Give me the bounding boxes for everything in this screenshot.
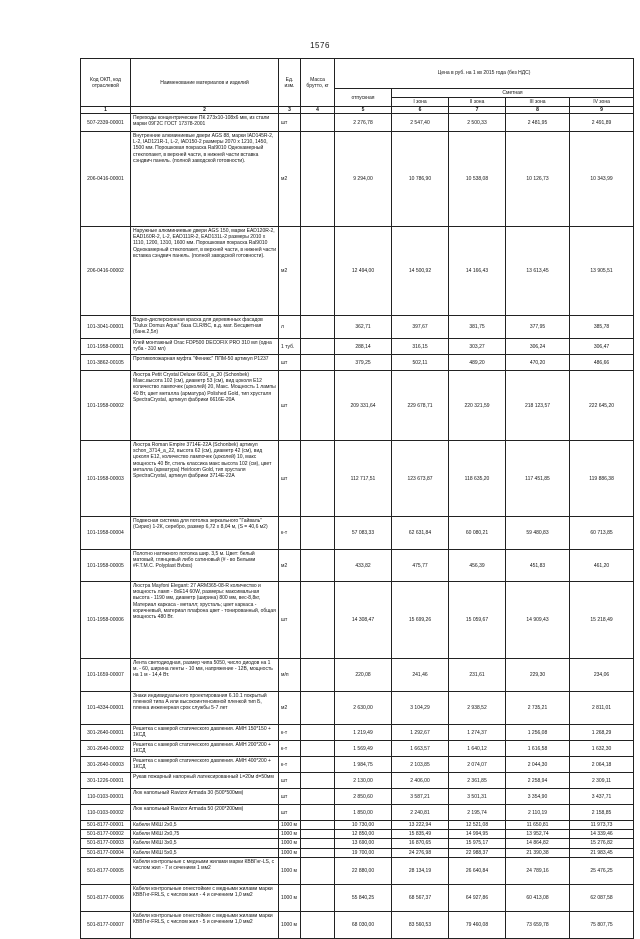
cell-unit: к-т — [279, 757, 301, 773]
cell-code: 501-8177-00004 — [81, 848, 131, 857]
cell-zone-3-price: 1 256,08 — [506, 725, 570, 741]
cell-unit: к-т — [279, 517, 301, 550]
cell-code: 206-0416-00001 — [81, 132, 131, 227]
cell-unit: шт — [279, 371, 301, 441]
cell-zone-1-price: 475,77 — [392, 550, 449, 582]
cell-release-price: 112 717,51 — [335, 441, 392, 517]
cell-zone-1-price: 2 103,85 — [392, 757, 449, 773]
cell-name: Полотно натяжного потолка шир. 3,5 м. Цвет: белый матовый, глянцевый либо сатиновый (# - во Белыми #F.T.M.C. Polyplast Bvbxs) — [131, 550, 279, 582]
cell-zone-3-price: 2 481,95 — [506, 114, 570, 132]
cell-mass — [301, 371, 335, 441]
cell-zone-2-price: 489,20 — [449, 355, 506, 371]
table-row — [81, 857, 634, 884]
cell-release-price: 220,08 — [335, 659, 392, 692]
cell-mass — [301, 725, 335, 741]
cell-zone-2-price: 64 927,86 — [449, 884, 506, 911]
table-row — [81, 821, 634, 830]
cell-zone-2-price: 1 640,12 — [449, 741, 506, 757]
cell-mass — [301, 692, 335, 725]
cell-mass — [301, 839, 335, 848]
table-row — [81, 371, 634, 441]
cell-zone-4-price: 25 476,25 — [570, 857, 634, 884]
cell-zone-3-price: 13 613,45 — [506, 227, 570, 316]
cell-zone-4-price: 234,06 — [570, 659, 634, 692]
cell-zone-4-price: 15 276,82 — [570, 839, 634, 848]
cell-zone-3-price: 451,83 — [506, 550, 570, 582]
cell-mass — [301, 830, 335, 839]
cell-zone-2-price: 2 074,07 — [449, 757, 506, 773]
cell-zone-2-price: 14 166,43 — [449, 227, 506, 316]
cell-zone-3-price: 24 789,16 — [506, 857, 570, 884]
cell-unit: шт — [279, 789, 301, 805]
cell-code: 101-1958-00003 — [81, 441, 131, 517]
cell-zone-1-price: 62 631,84 — [392, 517, 449, 550]
cell-name: Люстра Roman Empire 3714E-22A (Schonbek) артикул schon_3714_a_22, высота 62 (см), диаметр 42 (см), вид цоколя E12, количество лампочек (цоколей) 10, макс мощность 40 Вт, стиль классика макс высота 102 (см), цвет металла (арматура) Heirloom Gold, тип хрусталя SpectraCrystal, артикул фабрики 3714E-22A — [131, 441, 279, 517]
cell-zone-3-price: 470,20 — [506, 355, 570, 371]
cell-release-price: 1 984,75 — [335, 757, 392, 773]
cell-mass — [301, 582, 335, 659]
cell-zone-3-price: 73 659,78 — [506, 911, 570, 938]
cell-code: 110-0103-00002 — [81, 805, 131, 821]
table-row — [81, 911, 634, 938]
cell-mass — [301, 355, 335, 371]
cell-zone-4-price: 2 491,89 — [570, 114, 634, 132]
table-row — [81, 550, 634, 582]
cell-release-price: 2 630,00 — [335, 692, 392, 725]
cell-name: Лента светодиодная, размер чипа 5050, число диодов на 1 м. - 60, ширина ленты - 10 мм, напряжение - 12В, мощность на 1 м - 14,4 Вт. — [131, 659, 279, 692]
table-row — [81, 741, 634, 757]
cell-zone-1-price: 1 292,67 — [392, 725, 449, 741]
cell-release-price: 288,14 — [335, 339, 392, 355]
cell-name: Кабели контрольные огнестойкие с медными жилами марки КВВГнг-FRLS, с числом жил - 4 и сечением 1,0 мм2 — [131, 884, 279, 911]
cell-zone-2-price: 220 321,59 — [449, 371, 506, 441]
table-row — [81, 659, 634, 692]
column-number: 1 — [81, 107, 131, 114]
cell-name: Внутренние алюминиевые двери AGS 88, марки IAD145R-2, L-2, IAD121R-1, L-2, IAD150-2 размеры 2070 х 1210, 1450, 1500 мм. Порошковая покраска Ral9010 Однокамерный стеклопакет, в верхней части, в нижней части вставка сэндвич панель. (полной заводской готовности). — [131, 132, 279, 227]
cell-mass — [301, 805, 335, 821]
cell-zone-2-price: 12 521,08 — [449, 821, 506, 830]
cell-name: Люк напольный Ravizor Armada 50 (200*200мм) — [131, 805, 279, 821]
cell-unit: 1000 м — [279, 857, 301, 884]
cell-zone-1-price: 24 276,98 — [392, 848, 449, 857]
cell-mass — [301, 911, 335, 938]
cell-release-price: 68 030,00 — [335, 911, 392, 938]
table-row — [81, 316, 634, 339]
cell-unit: м2 — [279, 227, 301, 316]
column-number: 9 — [570, 107, 634, 114]
cell-release-price: 379,25 — [335, 355, 392, 371]
cell-unit: м/п — [279, 659, 301, 692]
cell-zone-3-price: 21 390,38 — [506, 848, 570, 857]
cell-code: 301-2640-00001 — [81, 725, 131, 741]
table-row — [81, 132, 634, 227]
cell-release-price: 2 850,60 — [335, 789, 392, 805]
cell-zone-4-price: 11 973,73 — [570, 821, 634, 830]
cell-zone-3-price: 1 616,58 — [506, 741, 570, 757]
cell-name: Кабели МКШ 5х0,5 — [131, 848, 279, 857]
cell-zone-3-price: 14 864,82 — [506, 839, 570, 848]
cell-zone-4-price: 2 811,01 — [570, 692, 634, 725]
table-row — [81, 805, 634, 821]
cell-zone-2-price: 10 538,08 — [449, 132, 506, 227]
cell-code: 507-2339-00001 — [81, 114, 131, 132]
cell-zone-2-price: 79 460,08 — [449, 911, 506, 938]
cell-release-price: 2 276,78 — [335, 114, 392, 132]
cell-unit: 1000 м — [279, 884, 301, 911]
table-row — [81, 582, 634, 659]
cell-zone-1-price: 83 560,53 — [392, 911, 449, 938]
cell-zone-1-price: 502,11 — [392, 355, 449, 371]
cell-zone-3-price: 60 413,08 — [506, 884, 570, 911]
cell-zone-2-price: 26 640,84 — [449, 857, 506, 884]
cell-zone-4-price: 385,78 — [570, 316, 634, 339]
header-zone-1: I зона — [392, 98, 449, 107]
cell-code: 101-1659-00007 — [81, 659, 131, 692]
cell-release-price: 2 130,00 — [335, 773, 392, 789]
cell-zone-1-price: 15 835,49 — [392, 830, 449, 839]
cell-unit: м2 — [279, 550, 301, 582]
cell-zone-2-price: 2 361,85 — [449, 773, 506, 789]
cell-zone-4-price: 2 158,85 — [570, 805, 634, 821]
cell-zone-1-price: 28 134,19 — [392, 857, 449, 884]
page-number: 1576 — [310, 41, 330, 50]
cell-mass — [301, 821, 335, 830]
cell-mass — [301, 741, 335, 757]
cell-name: Решетка с камерой статического давления. АМН 150*150 + 1КСД — [131, 725, 279, 741]
cell-zone-2-price: 118 635,20 — [449, 441, 506, 517]
cell-name: Рукав пожарный напорный латексированный L=20м d=50мм — [131, 773, 279, 789]
cell-code: 501-8177-00005 — [81, 857, 131, 884]
cell-zone-1-price: 1 663,57 — [392, 741, 449, 757]
cell-release-price: 1 219,49 — [335, 725, 392, 741]
cell-mass — [301, 227, 335, 316]
cell-mass — [301, 132, 335, 227]
cell-zone-4-price: 10 343,99 — [570, 132, 634, 227]
cell-code: 501-8177-00002 — [81, 830, 131, 839]
cell-unit: к-т — [279, 725, 301, 741]
table-row — [81, 789, 634, 805]
cell-unit: 1 туб. — [279, 339, 301, 355]
cell-zone-2-price: 456,39 — [449, 550, 506, 582]
cell-code: 101-1958-00006 — [81, 582, 131, 659]
cell-release-price: 14 308,47 — [335, 582, 392, 659]
header-price-group: Цена в руб. на 1 кв 2015 года (без НДС) — [335, 59, 634, 89]
cell-unit: шт — [279, 355, 301, 371]
cell-zone-4-price: 3 437,71 — [570, 789, 634, 805]
cell-zone-2-price: 303,27 — [449, 339, 506, 355]
column-number: 6 — [392, 107, 449, 114]
table-row — [81, 830, 634, 839]
cell-unit: л — [279, 316, 301, 339]
cell-release-price: 9 294,00 — [335, 132, 392, 227]
cell-release-price: 362,71 — [335, 316, 392, 339]
cell-code: 501-8177-00001 — [81, 821, 131, 830]
cell-name: Люстра Petit Crystal Deluxe 6616_а_20 (Schonbek) Макс.высота 102 (см), диаметр 53 (см), вид цоколя E12 количество лампочек (цоколей) 20, Макс. Мощность 1 лампы 40 Вт, цвет металла (арматура) Polished Gold, тип хрусталя SpectraCrystal, артикул фабрики 6616E-20A — [131, 371, 279, 441]
cell-unit: 1000 м — [279, 839, 301, 848]
cell-zone-3-price: 229,30 — [506, 659, 570, 692]
cell-zone-4-price: 13 905,51 — [570, 227, 634, 316]
cell-zone-3-price: 2 044,30 — [506, 757, 570, 773]
cell-release-price: 13 690,00 — [335, 839, 392, 848]
cell-zone-3-price: 218 123,57 — [506, 371, 570, 441]
cell-zone-3-price: 59 480,83 — [506, 517, 570, 550]
table-row — [81, 839, 634, 848]
cell-zone-4-price: 60 713,85 — [570, 517, 634, 550]
cell-mass — [301, 517, 335, 550]
cell-unit: 1000 м — [279, 911, 301, 938]
cell-release-price: 433,82 — [335, 550, 392, 582]
header-mass: Масса брутто, кг — [301, 59, 335, 107]
cell-code: 110-0103-00001 — [81, 789, 131, 805]
cell-name: Люстра Mayfoni Elegant: 27 ARM365-08-R количество и мощность ламп - 8хЕ14 60W, размеры: максимальная высота - 1190 мм, диаметр (ширина) 800 мм, вес-8,8кг, Материал каркаса - металл; хрусталь; цвет каркаса - коричневый, материал плафона цвет - тонированный, общая мощность 480 Вт. — [131, 582, 279, 659]
cell-release-price: 10 730,00 — [335, 821, 392, 830]
header-zone-2: II зона — [449, 98, 506, 107]
cell-unit: шт — [279, 805, 301, 821]
cell-name: Переходы концентрические ПК 273х10-108х6 мм, из стали марки 09Г2С ГОСТ 17378-2001 — [131, 114, 279, 132]
cell-zone-1-price: 229 678,71 — [392, 371, 449, 441]
cell-name: Кабели контрольные с медными жилами марки КВВГнг-LS, с числом жил - 7 и сечением 1 мм2 — [131, 857, 279, 884]
cell-zone-1-price: 15 699,26 — [392, 582, 449, 659]
cell-zone-3-price: 117 451,85 — [506, 441, 570, 517]
cell-name: Кабели МКШ 2х0,75 — [131, 830, 279, 839]
column-number: 5 — [335, 107, 392, 114]
header-unit: Ед. изм. — [279, 59, 301, 107]
column-number: 3 — [279, 107, 301, 114]
cell-unit: шт — [279, 582, 301, 659]
cell-mass — [301, 848, 335, 857]
table-row — [81, 725, 634, 741]
cell-name: Решетка с камерой статического давления. АМН 400*200 + 1КСД — [131, 757, 279, 773]
cell-code: 101-1958-00005 — [81, 550, 131, 582]
cell-code: 206-0416-00002 — [81, 227, 131, 316]
cell-zone-1-price: 241,46 — [392, 659, 449, 692]
table-row — [81, 692, 634, 725]
cell-code: 101-1958-00001 — [81, 339, 131, 355]
header-zone-4: IV зона — [570, 98, 634, 107]
cell-zone-3-price: 3 354,90 — [506, 789, 570, 805]
cell-unit: 1000 м — [279, 821, 301, 830]
column-number: 2 — [131, 107, 279, 114]
cell-unit: шт — [279, 441, 301, 517]
cell-zone-1-price: 10 786,90 — [392, 132, 449, 227]
header-code: Код ОКП, код отраслевой — [81, 59, 131, 107]
cell-zone-2-price: 381,75 — [449, 316, 506, 339]
cell-unit: м2 — [279, 132, 301, 227]
table-row — [81, 114, 634, 132]
cell-zone-3-price: 2 735,21 — [506, 692, 570, 725]
cell-zone-3-price: 13 952,74 — [506, 830, 570, 839]
cell-code: 301-2640-00003 — [81, 757, 131, 773]
cell-unit: к-т — [279, 741, 301, 757]
column-number: 4 — [301, 107, 335, 114]
cell-code: 501-8177-00006 — [81, 884, 131, 911]
cell-mass — [301, 316, 335, 339]
column-number: 7 — [449, 107, 506, 114]
table-row — [81, 517, 634, 550]
cell-mass — [301, 773, 335, 789]
cell-zone-1-price: 14 500,92 — [392, 227, 449, 316]
table-row — [81, 339, 634, 355]
cell-code: 101-3862-00105 — [81, 355, 131, 371]
cell-mass — [301, 884, 335, 911]
cell-name: Кабели МКШ 2х0,5 — [131, 821, 279, 830]
cell-zone-3-price: 14 909,43 — [506, 582, 570, 659]
cell-zone-2-price: 2 500,33 — [449, 114, 506, 132]
cell-zone-2-price: 231,61 — [449, 659, 506, 692]
cell-zone-2-price: 2 195,74 — [449, 805, 506, 821]
cell-zone-4-price: 21 983,45 — [570, 848, 634, 857]
cell-zone-4-price: 62 087,58 — [570, 884, 634, 911]
cell-name: Решетка с камерой статического давления. АМН 200*200 + 1КСД — [131, 741, 279, 757]
cell-zone-1-price: 123 673,87 — [392, 441, 449, 517]
cell-zone-4-price: 2 064,18 — [570, 757, 634, 773]
cell-name: Наружные алюминиевые двери AGS 150, марки EAD120R-2, EAD160R-2, L-2, EAD111R-2, EAD131L-2 размеры 2010 х 1110, 1200, 1310, 1600 мм. Порошковая покраска Ral9010 Однокамерный стеклопакет, в верхней части, в нижней части вставка сэндвич панель. (полной заводской готовности). — [131, 227, 279, 316]
cell-code: 101-1958-00004 — [81, 517, 131, 550]
cell-name: Люк напольный Ravizor Armada 30 (500*500мм) — [131, 789, 279, 805]
cell-code: 301-2640-00002 — [81, 741, 131, 757]
cell-zone-2-price: 60 080,21 — [449, 517, 506, 550]
column-number: 8 — [506, 107, 570, 114]
table-row — [81, 884, 634, 911]
cell-release-price: 209 331,64 — [335, 371, 392, 441]
cell-mass — [301, 757, 335, 773]
cell-zone-3-price: 377,95 — [506, 316, 570, 339]
cell-zone-1-price: 3 587,21 — [392, 789, 449, 805]
cell-mass — [301, 339, 335, 355]
table-row — [81, 355, 634, 371]
cell-zone-1-price: 16 870,65 — [392, 839, 449, 848]
cell-release-price: 57 083,33 — [335, 517, 392, 550]
cell-mass — [301, 550, 335, 582]
cell-mass — [301, 789, 335, 805]
cell-zone-3-price: 10 126,73 — [506, 132, 570, 227]
cell-zone-1-price: 316,15 — [392, 339, 449, 355]
cell-zone-1-price: 13 222,94 — [392, 821, 449, 830]
cell-release-price: 19 700,00 — [335, 848, 392, 857]
cell-zone-1-price: 2 547,40 — [392, 114, 449, 132]
table-row — [81, 441, 634, 517]
cell-zone-1-price: 2 406,00 — [392, 773, 449, 789]
cell-zone-4-price: 15 218,49 — [570, 582, 634, 659]
cell-release-price: 1 569,49 — [335, 741, 392, 757]
cell-code: 301-1226-00001 — [81, 773, 131, 789]
cell-zone-1-price: 3 104,29 — [392, 692, 449, 725]
cell-zone-4-price: 306,47 — [570, 339, 634, 355]
cell-zone-2-price: 22 988,37 — [449, 848, 506, 857]
cell-zone-2-price: 14 994,95 — [449, 830, 506, 839]
cell-zone-2-price: 15 975,17 — [449, 839, 506, 848]
cell-zone-4-price: 1 268,29 — [570, 725, 634, 741]
table-row — [81, 757, 634, 773]
table-row — [81, 848, 634, 857]
header-name: Наименование материалов и изделий — [131, 59, 279, 107]
cell-zone-3-price: 306,24 — [506, 339, 570, 355]
price-table — [80, 58, 634, 939]
cell-zone-2-price: 2 938,52 — [449, 692, 506, 725]
cell-zone-4-price: 14 339,46 — [570, 830, 634, 839]
cell-unit: 1000 м — [279, 848, 301, 857]
cell-zone-3-price: 11 650,81 — [506, 821, 570, 830]
cell-code: 501-8177-00003 — [81, 839, 131, 848]
cell-zone-4-price: 2 309,11 — [570, 773, 634, 789]
cell-zone-4-price: 119 886,38 — [570, 441, 634, 517]
cell-mass — [301, 441, 335, 517]
cell-mass — [301, 659, 335, 692]
cell-zone-2-price: 15 059,67 — [449, 582, 506, 659]
cell-release-price: 12 850,00 — [335, 830, 392, 839]
cell-unit: шт — [279, 114, 301, 132]
cell-zone-3-price: 2 110,19 — [506, 805, 570, 821]
cell-code: 101-4334-00001 — [81, 692, 131, 725]
cell-unit: шт — [279, 773, 301, 789]
cell-release-price: 12 494,00 — [335, 227, 392, 316]
cell-release-price: 22 880,00 — [335, 857, 392, 884]
cell-zone-2-price: 1 274,37 — [449, 725, 506, 741]
cell-name: Кабели контрольные огнестойкие с медными жилами марки КВВГнг-FRLS, с числом жил - 5 и сечением 1,0 мм2 — [131, 911, 279, 938]
cell-mass — [301, 114, 335, 132]
cell-zone-4-price: 461,20 — [570, 550, 634, 582]
cell-zone-4-price: 222 645,20 — [570, 371, 634, 441]
header-estimate: Сметная — [392, 89, 634, 98]
cell-zone-1-price: 2 240,81 — [392, 805, 449, 821]
cell-release-price: 1 850,00 — [335, 805, 392, 821]
cell-zone-4-price: 1 632,30 — [570, 741, 634, 757]
cell-name: Клей монтажный Orac FDP500 DECOFIX PRO 310 мл (одна туба - 310 мл) — [131, 339, 279, 355]
cell-zone-4-price: 75 807,75 — [570, 911, 634, 938]
cell-unit: м2 — [279, 692, 301, 725]
cell-zone-1-price: 68 567,37 — [392, 884, 449, 911]
cell-code: 501-8177-00007 — [81, 911, 131, 938]
cell-name: Противопожарная муфта "Феникс" ППМ-50 артикул P1237 — [131, 355, 279, 371]
cell-code: 101-1958-00002 — [81, 371, 131, 441]
cell-zone-2-price: 3 501,31 — [449, 789, 506, 805]
cell-name: Кабели МКШ 3х0,5 — [131, 839, 279, 848]
cell-mass — [301, 857, 335, 884]
cell-zone-3-price: 2 258,94 — [506, 773, 570, 789]
cell-name: Знаки индивидуального проектирования 6.10.1 покрытый пленкой типа А или высокоинтенсивной пленкой тип Б, пленка инженерная срок службы 5-7 лет — [131, 692, 279, 725]
cell-release-price: 55 840,25 — [335, 884, 392, 911]
cell-zone-4-price: 486,66 — [570, 355, 634, 371]
cell-code: 101-3041-00001 — [81, 316, 131, 339]
header-zone-3: III зона — [506, 98, 570, 107]
header-release-price: отпускная — [335, 89, 392, 107]
table-row — [81, 773, 634, 789]
cell-zone-1-price: 397,67 — [392, 316, 449, 339]
cell-name: Подвесная система для потолка зеркального "Гайваль" (Сирио) 1-2К, серебро, размер 6,72 х 8,04 м, (S = 40,6 м2) — [131, 517, 279, 550]
cell-unit: 1000 м — [279, 830, 301, 839]
table-row — [81, 227, 634, 316]
cell-name: Водно-дисперсионная краска для деревянных фасадов "Dulux Domus Aqua" база CLR/BC, в.д. мат. Бесцветная (банк.2,5л) — [131, 316, 279, 339]
